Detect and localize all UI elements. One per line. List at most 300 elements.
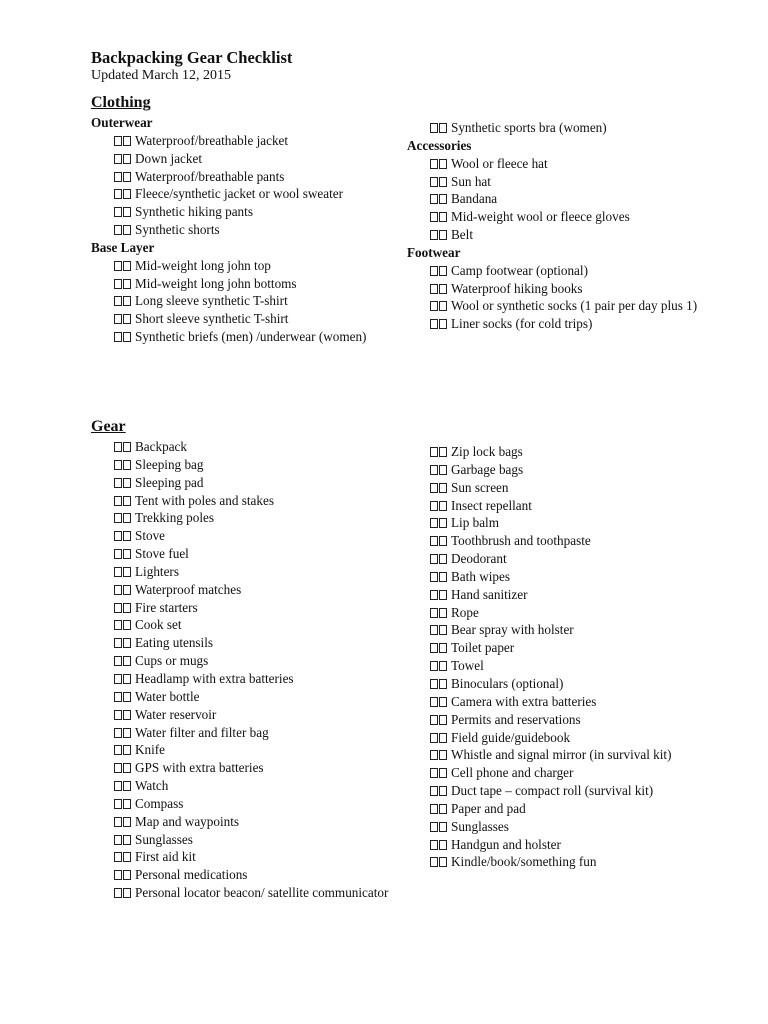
checkbox-icon[interactable] — [123, 531, 131, 541]
checkbox-icon[interactable] — [123, 314, 131, 324]
checkbox-icon[interactable] — [439, 319, 447, 329]
checkbox-icon[interactable] — [430, 590, 438, 600]
checkbox-icon[interactable] — [123, 496, 131, 506]
base-layer-subheading: Base Layer — [91, 239, 155, 255]
checklist-item-label: Field guide/guidebook — [451, 729, 571, 745]
checklist-item — [91, 813, 411, 831]
checklist-item — [91, 292, 411, 310]
checkbox-icon[interactable] — [114, 603, 122, 613]
checklist-item — [91, 724, 411, 742]
checklist-item-label: Wool or synthetic socks (1 pair per day plus 1) — [451, 298, 698, 314]
checkbox-icon[interactable] — [114, 513, 122, 523]
checklist-item-label: Water filter and filter bag — [135, 724, 269, 740]
checkbox-icon[interactable] — [123, 478, 131, 488]
checkbox-icon[interactable] — [439, 768, 447, 778]
checklist-item-label: Tent with poles and stakes — [135, 492, 274, 508]
checklist-item-label: Headlamp with extra batteries — [135, 670, 294, 686]
checklist-item — [407, 639, 707, 657]
checklist-item-label: Water reservoir — [135, 706, 217, 722]
gear-right-list — [407, 443, 707, 871]
checklist-item — [91, 884, 411, 902]
checklist-item — [91, 741, 411, 759]
checklist-item-label: Handgun and holster — [451, 836, 561, 852]
checklist-item-label: Stove — [135, 528, 166, 544]
checklist-item — [91, 545, 411, 563]
checkbox-icon[interactable] — [439, 590, 447, 600]
checkbox-icon[interactable] — [123, 763, 131, 773]
checkbox-icon[interactable] — [439, 212, 447, 222]
checklist-item — [407, 532, 707, 550]
checklist-item-label: Belt — [451, 227, 473, 243]
checkbox-icon[interactable] — [430, 194, 438, 204]
checkbox-icon[interactable] — [439, 230, 447, 240]
checkbox-icon[interactable] — [114, 763, 122, 773]
checklist-item — [91, 777, 411, 795]
checkbox-icon[interactable] — [114, 728, 122, 738]
checklist-item — [407, 836, 707, 854]
checklist-item — [91, 132, 411, 150]
checklist-item-label: Camp footwear (optional) — [451, 262, 588, 278]
checklist-item-label: First aid kit — [135, 849, 196, 865]
checkbox-icon[interactable] — [439, 679, 447, 689]
checkbox-icon[interactable] — [430, 177, 438, 187]
checkbox-icon[interactable] — [439, 715, 447, 725]
checkbox-icon[interactable] — [439, 608, 447, 618]
outerwear-subheading: Outerwear — [91, 115, 153, 130]
checklist-item — [91, 616, 411, 634]
checklist-item-label: Paper and pad — [451, 800, 526, 816]
checklist-item-label: Liner socks (for cold trips) — [451, 316, 593, 332]
checklist-item-label: Mid-weight long john top — [135, 257, 271, 273]
checkbox-icon[interactable] — [439, 697, 447, 707]
checkbox-icon[interactable] — [114, 870, 122, 880]
checkbox-icon[interactable] — [114, 136, 122, 146]
checklist-item — [91, 688, 411, 706]
checklist-item — [407, 853, 707, 871]
checklist-item-label: Sunglasses — [451, 818, 509, 834]
checkbox-icon[interactable] — [430, 625, 438, 635]
checkbox-icon[interactable] — [114, 225, 122, 235]
checkbox-icon[interactable] — [430, 643, 438, 653]
checkbox-icon[interactable] — [430, 123, 438, 133]
checkbox-icon[interactable] — [114, 172, 122, 182]
checklist-item — [91, 275, 411, 293]
checklist-item — [407, 479, 707, 497]
checkbox-icon[interactable] — [123, 296, 131, 306]
checkbox-icon[interactable] — [123, 888, 131, 898]
checkbox-icon[interactable] — [123, 852, 131, 862]
checkbox-icon[interactable] — [123, 279, 131, 289]
checkbox-icon[interactable] — [114, 189, 122, 199]
checklist-item-label: Hand sanitizer — [451, 586, 528, 602]
checklist-item — [407, 190, 707, 208]
checklist-item — [91, 150, 411, 168]
checklist-item-label: Deodorant — [451, 551, 507, 567]
checkbox-icon[interactable] — [439, 447, 447, 457]
checkbox-icon[interactable] — [123, 442, 131, 452]
checkbox-icon[interactable] — [114, 460, 122, 470]
checklist-item — [407, 568, 707, 586]
checkbox-icon[interactable] — [430, 750, 438, 760]
checkbox-icon[interactable] — [123, 136, 131, 146]
checkbox-icon[interactable] — [430, 284, 438, 294]
checkbox-icon[interactable] — [439, 159, 447, 169]
checklist-item — [91, 328, 411, 346]
checklist-item — [407, 443, 707, 461]
checkbox-icon[interactable] — [114, 314, 122, 324]
checkbox-icon[interactable] — [114, 638, 122, 648]
checklist-item-label: Sun hat — [451, 173, 491, 189]
checklist-item-label: Long sleeve synthetic T-shirt — [135, 293, 288, 309]
checklist-item-label: Down jacket — [135, 150, 203, 166]
checklist-item — [407, 711, 707, 729]
checklist-item-label: Backpack — [135, 439, 187, 454]
checklist-item-label: Mid-weight long john bottoms — [135, 275, 297, 291]
checkbox-icon[interactable] — [123, 674, 131, 684]
checklist-item — [407, 604, 707, 622]
checkbox-icon[interactable] — [439, 177, 447, 187]
checklist-item-label: Kindle/book/something fun — [451, 854, 597, 870]
checkbox-icon[interactable] — [439, 536, 447, 546]
checkbox-icon[interactable] — [439, 786, 447, 796]
checkbox-icon[interactable] — [439, 840, 447, 850]
checklist-item — [91, 527, 411, 545]
checkbox-icon[interactable] — [114, 817, 122, 827]
checklist-item-label: Permits and reservations — [451, 711, 581, 727]
checkbox-icon[interactable] — [114, 279, 122, 289]
checklist-item — [91, 795, 411, 813]
checkbox-icon[interactable] — [123, 656, 131, 666]
checkbox-icon[interactable] — [439, 501, 447, 511]
checkbox-icon[interactable] — [123, 225, 131, 235]
checklist-item — [407, 621, 707, 639]
checklist-item — [407, 675, 707, 693]
checkbox-icon[interactable] — [439, 750, 447, 760]
checkbox-icon[interactable] — [123, 603, 131, 613]
checkbox-icon[interactable] — [123, 710, 131, 720]
checkbox-icon[interactable] — [439, 554, 447, 564]
checkbox-icon[interactable] — [439, 804, 447, 814]
checklist-item — [407, 497, 707, 515]
checkbox-icon[interactable] — [439, 465, 447, 475]
checklist-item — [407, 173, 707, 191]
checklist-item-label: Fleece/synthetic jacket or wool sweater — [135, 186, 343, 202]
checklist-item — [407, 800, 707, 818]
checklist-item-label: Waterproof/breathable pants — [135, 168, 285, 184]
checklist-item-label: Garbage bags — [451, 461, 524, 477]
checklist-item — [407, 297, 707, 315]
checklist-item — [91, 203, 411, 221]
footwear-list — [407, 262, 707, 333]
checkbox-icon[interactable] — [430, 715, 438, 725]
checklist-item-label: Synthetic briefs (men) /underwear (women) — [135, 329, 367, 345]
checkbox-icon[interactable] — [114, 567, 122, 577]
checkbox-icon[interactable] — [439, 194, 447, 204]
checklist-item-label: Water bottle — [135, 688, 200, 704]
checkbox-icon[interactable] — [439, 284, 447, 294]
checklist-item — [91, 652, 411, 670]
checklist-item-label: Toilet paper — [451, 640, 515, 656]
checkbox-icon[interactable] — [430, 733, 438, 743]
checkbox-icon[interactable] — [123, 261, 131, 271]
checklist-item — [407, 155, 707, 173]
checklist-item — [407, 693, 707, 711]
checklist-item-label: Synthetic shorts — [135, 222, 220, 238]
checkbox-icon[interactable] — [430, 319, 438, 329]
checkbox-icon[interactable] — [430, 697, 438, 707]
checklist-item-label: Insect repellant — [451, 497, 532, 513]
checklist-item — [91, 866, 411, 884]
checklist-item-label: GPS with extra batteries — [135, 760, 264, 776]
checkbox-icon[interactable] — [114, 531, 122, 541]
checklist-item — [407, 657, 707, 675]
checkbox-icon[interactable] — [430, 857, 438, 867]
checkbox-icon[interactable] — [439, 643, 447, 653]
checkbox-icon[interactable] — [430, 447, 438, 457]
checkbox-icon[interactable] — [430, 230, 438, 240]
checklist-item — [91, 581, 411, 599]
checkbox-icon[interactable] — [439, 266, 447, 276]
checklist-item-label: Knife — [135, 742, 166, 758]
checklist-item-label: Rope — [451, 604, 479, 620]
checkbox-icon[interactable] — [439, 123, 447, 133]
checklist-item-label: Waterproof matches — [135, 581, 242, 597]
checklist-item-label: Lighters — [135, 563, 179, 579]
checkbox-icon[interactable] — [114, 332, 122, 342]
checkbox-icon[interactable] — [123, 692, 131, 702]
checklist-item-label: Map and waypoints — [135, 813, 240, 829]
checklist-item-label: Sleeping pad — [135, 474, 204, 490]
checkbox-icon[interactable] — [123, 799, 131, 809]
checkbox-icon[interactable] — [123, 332, 131, 342]
updated-date: Updated March 12, 2015 — [91, 68, 231, 83]
checklist-item-label: Synthetic hiking pants — [135, 204, 253, 220]
checklist-item — [91, 848, 411, 866]
checklist-item-label: Compass — [135, 795, 184, 811]
checklist-item-label: Waterproof/breathable jacket — [135, 132, 289, 148]
checklist-item — [407, 782, 707, 800]
checklist-item — [91, 168, 411, 186]
checkbox-icon[interactable] — [114, 496, 122, 506]
checklist-item — [91, 438, 411, 456]
checkbox-icon[interactable] — [114, 261, 122, 271]
checkbox-icon[interactable] — [123, 835, 131, 845]
checklist-item — [407, 746, 707, 764]
checkbox-icon[interactable] — [114, 692, 122, 702]
checkbox-icon[interactable] — [123, 172, 131, 182]
checklist-item — [407, 208, 707, 226]
checkbox-icon[interactable] — [439, 625, 447, 635]
checklist-item — [407, 461, 707, 479]
checklist-item — [91, 474, 411, 492]
checklist-item — [407, 729, 707, 747]
checklist-item-label: Stove fuel — [135, 546, 189, 562]
checklist-item-label: Sleeping bag — [135, 456, 204, 472]
checklist-item-label: Lip balm — [451, 515, 499, 531]
checklist-item — [91, 599, 411, 617]
outerwear-list — [91, 132, 411, 239]
checkbox-icon[interactable] — [439, 572, 447, 582]
checkbox-icon[interactable] — [439, 857, 447, 867]
clothing-left-column — [91, 114, 411, 346]
checklist-item — [407, 119, 707, 137]
checkbox-icon[interactable] — [114, 478, 122, 488]
checklist-item-label: Personal locator beacon/ satellite communicator — [135, 885, 389, 901]
checkbox-icon[interactable] — [114, 296, 122, 306]
checkbox-icon[interactable] — [430, 608, 438, 618]
checklist-item-label: Binoculars (optional) — [451, 675, 564, 691]
checklist-item-label: Mid-weight wool or fleece gloves — [451, 209, 630, 225]
checklist-item-label: Trekking poles — [135, 510, 215, 526]
checklist-item — [91, 492, 411, 510]
checklist-item-label: Personal medications — [135, 867, 248, 883]
checkbox-icon[interactable] — [439, 483, 447, 493]
checklist-item — [91, 831, 411, 849]
checklist-item-label: Cell phone and charger — [451, 765, 574, 781]
checklist-item-label: Camera with extra batteries — [451, 693, 597, 709]
checklist-item — [91, 509, 411, 527]
checklist-item — [407, 315, 707, 333]
checkbox-icon[interactable] — [430, 536, 438, 546]
checkbox-icon[interactable] — [430, 554, 438, 564]
checklist-item — [91, 456, 411, 474]
checkbox-icon[interactable] — [439, 301, 447, 311]
checkbox-icon[interactable] — [430, 518, 438, 528]
checkbox-icon[interactable] — [123, 870, 131, 880]
clothing-heading: Clothing — [91, 94, 151, 111]
checkbox-icon[interactable] — [430, 212, 438, 222]
checklist-item — [407, 586, 707, 604]
checkbox-icon[interactable] — [439, 733, 447, 743]
checkbox-icon[interactable] — [123, 549, 131, 559]
checkbox-icon[interactable] — [114, 745, 122, 755]
sports-bra-list — [407, 119, 707, 137]
checklist-item-label: Bear spray with holster — [451, 622, 574, 638]
clothing-right-column — [407, 119, 707, 333]
checklist-item — [91, 759, 411, 777]
checkbox-icon[interactable] — [114, 852, 122, 862]
checklist-item-label: Cook set — [135, 617, 182, 633]
checkbox-icon[interactable] — [114, 674, 122, 684]
checkbox-icon[interactable] — [430, 822, 438, 832]
checklist-item — [91, 185, 411, 203]
checkbox-icon[interactable] — [430, 483, 438, 493]
gear-left-column — [91, 438, 411, 902]
checkbox-icon[interactable] — [430, 501, 438, 511]
checklist-item-label: Bandana — [451, 191, 498, 207]
footwear-subheading: Footwear — [407, 244, 461, 260]
checkbox-icon[interactable] — [123, 207, 131, 217]
checkbox-icon[interactable] — [114, 656, 122, 666]
checkbox-icon[interactable] — [430, 159, 438, 169]
checklist-item-label: Toothbrush and toothpaste — [451, 533, 591, 549]
gear-left-list — [91, 438, 411, 902]
document-title: Backpacking Gear Checklist — [91, 48, 293, 67]
checklist-item — [407, 818, 707, 836]
checkbox-icon[interactable] — [430, 804, 438, 814]
checkbox-icon[interactable] — [439, 661, 447, 671]
checkbox-icon[interactable] — [439, 518, 447, 528]
checklist-item — [407, 280, 707, 298]
checkbox-icon[interactable] — [430, 679, 438, 689]
checkbox-icon[interactable] — [114, 799, 122, 809]
base-layer-list — [91, 257, 411, 346]
checkbox-icon[interactable] — [114, 585, 122, 595]
checklist-item — [407, 550, 707, 568]
checkbox-icon[interactable] — [439, 822, 447, 832]
checklist-item — [91, 634, 411, 652]
checklist-item-label: Duct tape – compact roll (survival kit) — [451, 783, 654, 799]
checklist-item-label: Cups or mugs — [135, 653, 209, 669]
checkbox-icon[interactable] — [430, 572, 438, 582]
checklist-item — [91, 221, 411, 239]
checkbox-icon[interactable] — [114, 620, 122, 630]
checkbox-icon[interactable] — [123, 620, 131, 630]
checkbox-icon[interactable] — [430, 301, 438, 311]
checkbox-icon[interactable] — [114, 154, 122, 164]
checklist-item-label: Bath wipes — [451, 568, 510, 584]
checkbox-icon[interactable] — [114, 710, 122, 720]
checklist-item — [91, 706, 411, 724]
checklist-item-label: Fire starters — [135, 599, 198, 615]
checklist-item — [407, 764, 707, 782]
checkbox-icon[interactable] — [430, 786, 438, 796]
checkbox-icon[interactable] — [123, 585, 131, 595]
checkbox-icon[interactable] — [114, 888, 122, 898]
checkbox-icon[interactable] — [123, 513, 131, 523]
checkbox-icon[interactable] — [123, 154, 131, 164]
checklist-item — [91, 563, 411, 581]
checklist-item — [91, 670, 411, 688]
checklist-item-label: Sun screen — [451, 479, 509, 495]
checklist-item-label: Towel — [451, 658, 484, 674]
gear-heading: Gear — [91, 418, 126, 435]
checklist-item-label: Sunglasses — [135, 831, 193, 847]
checklist-item-label: Zip lock bags — [451, 444, 523, 459]
checkbox-icon[interactable] — [123, 781, 131, 791]
checklist-item-label: Watch — [135, 778, 169, 794]
checklist-item-label: Short sleeve synthetic T-shirt — [135, 311, 289, 327]
checkbox-icon[interactable] — [114, 835, 122, 845]
checkbox-icon[interactable] — [430, 768, 438, 778]
checkbox-icon[interactable] — [123, 638, 131, 648]
checkbox-icon[interactable] — [123, 745, 131, 755]
checklist-item — [407, 262, 707, 280]
checkbox-icon[interactable] — [430, 840, 438, 850]
checklist-item-label: Synthetic sports bra (women) — [451, 120, 607, 135]
checkbox-icon[interactable] — [114, 549, 122, 559]
accessories-list — [407, 155, 707, 244]
checkbox-icon[interactable] — [430, 661, 438, 671]
checkbox-icon[interactable] — [430, 266, 438, 276]
checkbox-icon[interactable] — [123, 460, 131, 470]
checkbox-icon[interactable] — [123, 567, 131, 577]
checklist-item-label: Whistle and signal mirror (in survival kit) — [451, 747, 672, 763]
checkbox-icon[interactable] — [123, 728, 131, 738]
gear-right-column — [407, 443, 707, 871]
checkbox-icon[interactable] — [114, 442, 122, 452]
accessories-subheading: Accessories — [407, 137, 472, 153]
checkbox-icon[interactable] — [114, 207, 122, 217]
checkbox-icon[interactable] — [430, 465, 438, 475]
checklist-item — [91, 257, 411, 275]
checkbox-icon[interactable] — [123, 817, 131, 827]
checklist-item-label: Eating utensils — [135, 635, 214, 651]
checkbox-icon[interactable] — [123, 189, 131, 199]
checklist-item — [407, 514, 707, 532]
checkbox-icon[interactable] — [114, 781, 122, 791]
checklist-item — [91, 310, 411, 328]
